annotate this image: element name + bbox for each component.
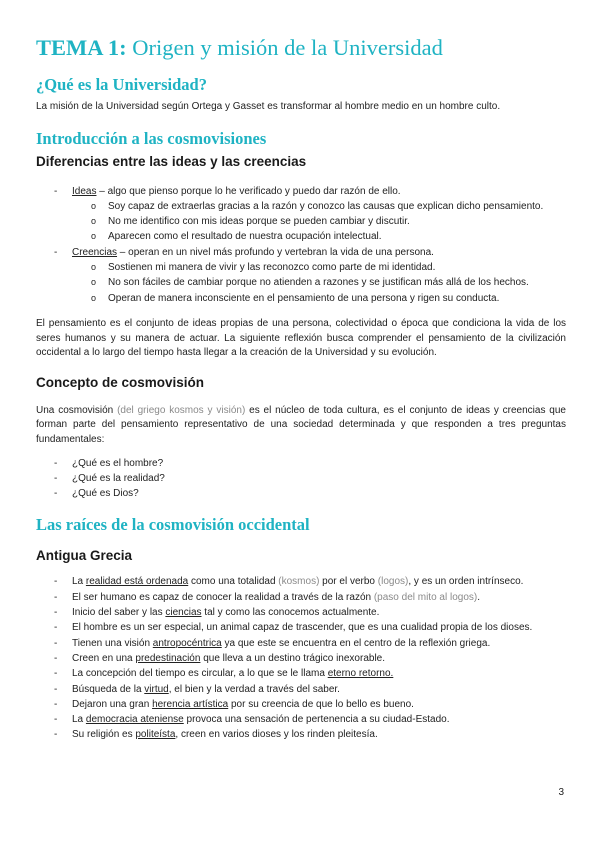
text: La: [72, 576, 86, 588]
text: , creen en varios dioses y los rinden pleitesía.: [175, 729, 378, 741]
text: , y es un orden intrínseco.: [408, 576, 524, 588]
list-item: o Operan de manera inconsciente en el pensamiento de una persona y rigen su conducta.: [36, 291, 566, 306]
gray-note: (paso del mito al logos): [373, 591, 478, 603]
creencias-list: [36, 245, 566, 260]
text: tal y como las conocemos actualmente.: [201, 607, 380, 619]
text: por su creencia de que lo bello es bueno.: [228, 698, 414, 710]
text: La concepción del tiempo es circular, a lo que se le llama: [72, 668, 328, 680]
list-item: [36, 651, 566, 666]
list-item: o No me identifico con mis ideas porque se pueden cambiar y discutir.: [36, 214, 566, 229]
cosmovision-etymology: (del griego kosmos y visión): [117, 404, 246, 416]
page-title: [36, 34, 566, 62]
list-item: [36, 712, 566, 727]
cosmovision-text-a: Una cosmovisión: [36, 404, 118, 416]
text: Su religión es: [72, 729, 136, 741]
list-item: - ¿Qué es la realidad?: [36, 471, 566, 486]
underlined-term: herencia artística: [152, 698, 229, 710]
list-item: o Aparecen como el resultado de nuestra ocupación intelectual.: [36, 229, 566, 244]
cosmovision-text-b: es el núcleo de toda cultura, es el conjunto de ideas y creencias que forman parte del pensamiento representativo de una sociedad determinada y que responden a tres preguntas fundamentales:: [36, 404, 566, 445]
list-item: [36, 605, 566, 620]
text: Inicio del saber y las: [72, 607, 166, 619]
text: , el bien y la verdad a través del saber.: [168, 683, 340, 695]
text: Creen en una: [72, 652, 136, 664]
document-page: [36, 34, 566, 743]
underlined-term: antropocéntrica: [152, 637, 222, 649]
grecia-list: [36, 574, 566, 742]
text: .: [477, 591, 481, 603]
ideas-creencias-list: [36, 184, 566, 199]
underlined-term: realidad está ordenada: [85, 576, 189, 588]
underlined-term: ciencias: [165, 607, 202, 619]
creencias-sublist: [36, 260, 566, 306]
title-prefix: TEMA 1:: [36, 35, 127, 60]
subheading-concepto-cosmovision: Concepto de cosmovisión: [36, 374, 205, 390]
underlined-term: virtud: [144, 683, 169, 695]
list-item: - ¿Qué es el hombre?: [36, 456, 566, 471]
list-item: o No son fáciles de cambiar porque no atienden a razones y se justifican más allá de los hechos.: [36, 275, 566, 290]
underlined-term: predestinación: [135, 652, 201, 664]
text: como una totalidad: [188, 576, 279, 588]
gray-note: (logos): [377, 576, 409, 588]
text: provoca una sensación de pertenencia a su ciudad-Estado.: [183, 714, 450, 726]
subheading-antigua-grecia: Antigua Grecia: [36, 548, 133, 564]
pensamiento-paragraph: El pensamiento es el conjunto de ideas propias de una persona, colectividad o época que condiciona la vida de los seres humanos y su manera de actuar. La siguiente reflexión busca comprender el pensamiento de la civilización occidental a lo largo del tiempo hasta llegar a la creación de la Universidad y su evolución.: [36, 317, 566, 359]
list-item: [36, 590, 566, 605]
subheading-ideas-creencias: Diferencias entre las ideas y las creencias: [36, 153, 307, 169]
list-item: o Soy capaz de extraerlas gracias a la razón y conozco las causas que explican dicho pensamiento.: [36, 199, 566, 214]
text: Tienen una visión: [72, 637, 153, 649]
text: Búsqueda de la: [72, 683, 145, 695]
text: La: [72, 714, 86, 726]
creencias-text: – operan en un nivel más profundo y vertebran la vida de una persona.: [117, 246, 434, 258]
list-item: - ¿Qué es Dios?: [36, 486, 566, 501]
list-item: - El hombre es un ser especial, un animal capaz de trascender, que es una cualidad propia de los dioses.: [36, 620, 566, 635]
heading-que-es-universidad: ¿Qué es la Universidad?: [36, 75, 207, 94]
text: que lleva a un destino trágico inexorable.: [200, 652, 386, 664]
ideas-sublist: [36, 199, 566, 245]
text: por el verbo: [319, 576, 378, 588]
list-item: o Sostienen mi manera de vivir y las reconozco como parte de mi identidad.: [36, 260, 566, 275]
term-ideas: Ideas: [72, 185, 97, 197]
underlined-term: eterno retorno.: [327, 668, 394, 680]
page-number: 3: [558, 787, 564, 798]
list-item-creencias: [36, 245, 566, 260]
list-item: [36, 574, 566, 589]
ideas-text: – algo que pienso porque lo he verificado y puedo dar razón de ello.: [96, 185, 401, 197]
list-item: [36, 636, 566, 651]
list-item: [36, 682, 566, 697]
text: ya que este se encuentra en el centro de la reflexión griega.: [221, 637, 491, 649]
underlined-term: politeísta: [135, 729, 176, 741]
list-item: [36, 697, 566, 712]
gray-note: (kosmos): [278, 576, 320, 588]
list-item-ideas: [36, 184, 566, 199]
universidad-definition: La misión de la Universidad según Ortega y Gasset es transformar al hombre medio en un hombre culto.: [36, 101, 501, 112]
list-item: [36, 666, 566, 681]
text: Dejaron una gran: [72, 698, 153, 710]
list-item: [36, 727, 566, 742]
title-rest: Origen y misión de la Universidad: [126, 35, 443, 60]
text: El ser humano es capaz de conocer la realidad a través de la razón: [72, 591, 374, 603]
heading-raices: Las raíces de la cosmovisión occidental: [36, 515, 310, 535]
heading-cosmovisiones: Introducción a las cosmovisiones: [36, 128, 267, 148]
underlined-term: democracia ateniense: [85, 714, 184, 726]
preguntas-list: [36, 456, 566, 502]
term-creencias: Creencias: [72, 246, 118, 258]
cosmovision-paragraph: [36, 404, 566, 448]
